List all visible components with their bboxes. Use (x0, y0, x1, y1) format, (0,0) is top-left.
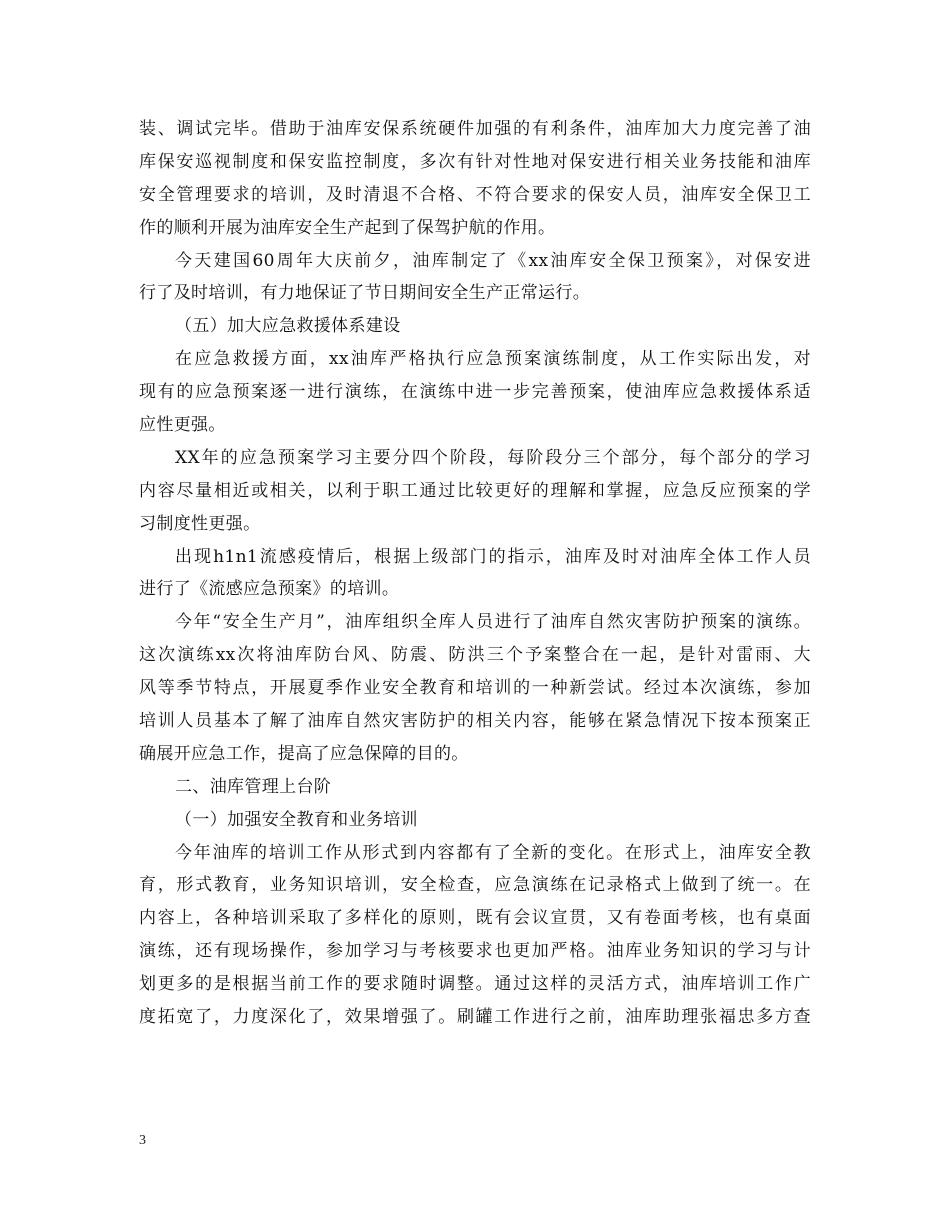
text-line: 安全管理要求的培训，及时清退不合格、不符合要求的保安人员，油库安全保卫工 (139, 184, 811, 205)
text-line: 习制度性更强。 (139, 513, 261, 534)
text-line: 内容尽量相近或相关，以利于职工通过比较更好的理解和掌握，应急反应预案的学 (139, 480, 811, 501)
text-line: 今天建国60周年大庆前夕，油库制定了《xx油库安全保卫预案》，对保安进 (175, 250, 811, 271)
text-line: 出现h1n1流感疫情后，根据上级部门的指示，油库及时对油库全体工作人员 (175, 546, 811, 567)
text-line: 培训人员基本了解了油库自然灾害防护的相关内容，能够在紧急情况下按本预案正 (139, 711, 811, 732)
text-line: （一）加强安全教育和业务培训 (175, 809, 418, 830)
text-line: 进行了《流感应急预案》的培训。 (139, 579, 400, 600)
page-number: 3 (139, 1133, 146, 1148)
text-line: 度拓宽了，力度深化了，效果增强了。刷罐工作进行之前，油库助理张福忠多方查 (139, 1007, 811, 1028)
text-line: 确展开应急工作，提高了应急保障的目的。 (139, 743, 469, 764)
text-line: 二、油库管理上台阶 (175, 776, 332, 797)
text-line: 在应急救援方面，xx油库严格执行应急预案演练制度，从工作实际出发，对 (175, 349, 811, 370)
text-line: 库保安巡视制度和保安监控制度，多次有针对性地对保安进行相关业务技能和油库 (139, 151, 811, 172)
text-line: 育，形式教育，业务知识培训，安全检查，应急演练在记录格式上做到了统一。在 (139, 875, 811, 896)
text-line: 划更多的是根据当前工作的要求随时调整。通过这样的灵活方式，油库培训工作广 (139, 974, 811, 995)
text-line: 应性更强。 (139, 415, 226, 436)
text-line: 今年油库的培训工作从形式到内容都有了全新的变化。在形式上，油库安全教 (175, 842, 811, 863)
text-line: 行了及时培训，有力地保证了节日期间安全生产正常运行。 (139, 283, 591, 304)
text-line: 作的顺利开展为油库安全生产起到了保驾护航的作用。 (139, 217, 556, 238)
text-line: XX年的应急预案学习主要分四个阶段，每阶段分三个部分，每个部分的学习 (175, 447, 811, 468)
text-line: 内容上，各种培训采取了多样化的原则，既有会议宣贯，又有卷面考核，也有桌面 (139, 908, 811, 929)
document-body (139, 113, 811, 1034)
text-line: 装、调试完毕。借助于油库安保系统硬件加强的有利条件，油库加大力度完善了油 (139, 119, 811, 139)
text-line: 今年“安全生产月”，油库组织全库人员进行了油库自然灾害防护预案的演练。 (175, 612, 811, 633)
text-line: 演练，还有现场操作，参加学习与考核要求也更加严格。油库业务知识的学习与计 (139, 941, 811, 962)
text-line: 现有的应急预案逐一进行演练，在演练中进一步完善预案，使油库应急救援体系适 (139, 382, 811, 403)
text-line: （五）加大应急救援体系建设 (175, 316, 401, 337)
text-line: 风等季节特点，开展夏季作业安全教育和培训的一种新尝试。经过本次演练，参加 (139, 678, 811, 699)
text-line: 这次演练xx次将油库防台风、防震、防洪三个予案整合在一起，是针对雷雨、大 (139, 645, 811, 666)
